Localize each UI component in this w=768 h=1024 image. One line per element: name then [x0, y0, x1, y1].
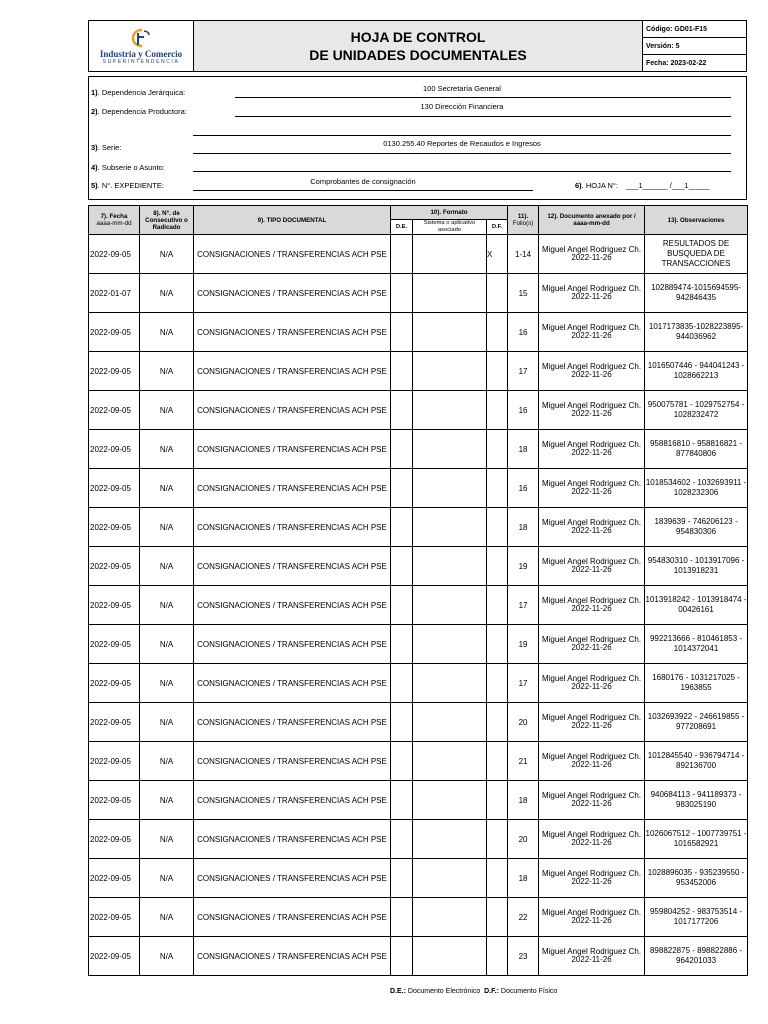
cell-anexado[interactable]: [539, 469, 645, 508]
cell-sistema[interactable]: [413, 664, 487, 703]
cell-df[interactable]: [487, 469, 508, 508]
form-header: [88, 20, 747, 72]
cell-folios[interactable]: 21: [508, 742, 539, 781]
cell-de[interactable]: [391, 625, 413, 664]
cell-df[interactable]: [487, 508, 508, 547]
cell-tipo[interactable]: CONSIGNACIONES / TRANSFERENCIAS ACH PSE: [194, 469, 391, 508]
cell-anexado[interactable]: [539, 820, 645, 859]
anexado-fecha: 2022-11-26: [571, 643, 612, 652]
table-row: [89, 547, 748, 586]
cell-tipo[interactable]: CONSIGNACIONES / TRANSFERENCIAS ACH PSE: [194, 508, 391, 547]
cell-consecutivo[interactable]: N/A: [140, 898, 194, 937]
cell-df[interactable]: [487, 781, 508, 820]
cell-df[interactable]: [487, 703, 508, 742]
cell-fecha[interactable]: 2022-09-05: [89, 352, 140, 391]
cell-fecha[interactable]: 2022-01-07: [89, 274, 140, 313]
cell-de[interactable]: [391, 742, 413, 781]
anexado-fecha: 2022-11-26: [571, 877, 612, 886]
cell-fecha[interactable]: 2022-09-05: [89, 547, 140, 586]
cell-fecha[interactable]: 2022-09-05: [89, 586, 140, 625]
table-row: [89, 391, 748, 430]
separator-line: [193, 135, 731, 136]
cell-de[interactable]: [391, 898, 413, 937]
cell-consecutivo[interactable]: N/A: [140, 547, 194, 586]
col-tipo-header: 9). TIPO DOCUMENTAL: [194, 206, 391, 235]
cell-de[interactable]: [391, 508, 413, 547]
cell-de[interactable]: [391, 703, 413, 742]
cell-folios[interactable]: 18: [508, 508, 539, 547]
dep-productora-line: [235, 116, 731, 117]
table-row: [89, 625, 748, 664]
cell-sistema[interactable]: [413, 781, 487, 820]
info-section: [88, 76, 747, 200]
dep-productora-value[interactable]: 130 Dirección Financiera: [420, 102, 504, 111]
cell-observaciones[interactable]: 1018534602 - 1032693911 - 1028232306: [645, 469, 748, 508]
brand-name: Industria y Comercio: [99, 48, 183, 59]
cell-folios[interactable]: 16: [508, 469, 539, 508]
table-row: [89, 859, 748, 898]
cell-consecutivo[interactable]: N/A: [140, 586, 194, 625]
cell-de[interactable]: [391, 664, 413, 703]
anexado-por: Miguel Angel Rodriguez Ch.: [541, 362, 642, 371]
table-row: [89, 508, 748, 547]
cell-sistema[interactable]: [413, 235, 487, 274]
cell-folios[interactable]: 22: [508, 898, 539, 937]
cell-de[interactable]: [391, 859, 413, 898]
anexado-por: Miguel Angel Rodriguez Ch.: [541, 323, 642, 332]
cell-observaciones[interactable]: 950075781 - 1029752754 - 1028232472: [645, 391, 748, 430]
cell-folios[interactable]: 20: [508, 820, 539, 859]
cell-fecha[interactable]: 2022-09-05: [89, 391, 140, 430]
col-formato-header: 10). Formato: [391, 206, 508, 220]
cell-observaciones[interactable]: 1839639 - 746206123 - 954830306: [645, 508, 748, 547]
documents-table: [88, 205, 748, 976]
cell-anexado[interactable]: [539, 703, 645, 742]
hoja-label: 6). HOJA N°:: [575, 181, 619, 190]
cell-sistema[interactable]: [413, 742, 487, 781]
anexado-por: Miguel Angel Rodriguez Ch.: [541, 245, 642, 254]
anexado-fecha: 2022-11-26: [571, 253, 612, 262]
cell-de[interactable]: [391, 235, 413, 274]
subserie-label: 4). Subserie o Asunto:: [91, 163, 165, 172]
cell-tipo[interactable]: CONSIGNACIONES / TRANSFERENCIAS ACH PSE: [194, 352, 391, 391]
cell-folios[interactable]: 15: [508, 274, 539, 313]
col-de-header: D.E.: [391, 220, 413, 235]
anexado-fecha: 2022-11-26: [571, 292, 612, 301]
expediente-value[interactable]: Comprobantes de consignación: [310, 177, 416, 186]
cell-observaciones[interactable]: 1012845540 - 936794714 - 892136700: [645, 742, 748, 781]
cell-df[interactable]: [487, 664, 508, 703]
cell-fecha[interactable]: 2022-09-05: [89, 625, 140, 664]
anexado-por: Miguel Angel Rodriguez Ch.: [541, 752, 642, 761]
cell-observaciones[interactable]: 958816810 - 958816821 - 877840806: [645, 430, 748, 469]
cell-anexado[interactable]: [539, 664, 645, 703]
table-row: [89, 352, 748, 391]
cell-folios[interactable]: 18: [508, 430, 539, 469]
cell-consecutivo[interactable]: N/A: [140, 313, 194, 352]
cell-de[interactable]: [391, 937, 413, 976]
table-row: [89, 235, 748, 274]
cell-sistema[interactable]: [413, 469, 487, 508]
cell-consecutivo[interactable]: N/A: [140, 352, 194, 391]
anexado-fecha: 2022-11-26: [571, 487, 612, 496]
cell-tipo[interactable]: CONSIGNACIONES / TRANSFERENCIAS ACH PSE: [194, 430, 391, 469]
anexado-por: Miguel Angel Rodriguez Ch.: [541, 401, 642, 410]
expediente-line: [193, 190, 533, 191]
table-row: [89, 703, 748, 742]
anexado-fecha: 2022-11-26: [571, 565, 612, 574]
cell-consecutivo[interactable]: N/A: [140, 664, 194, 703]
cell-sistema[interactable]: [413, 391, 487, 430]
cell-df[interactable]: [487, 859, 508, 898]
cell-folios[interactable]: 19: [508, 547, 539, 586]
cell-fecha[interactable]: 2022-09-05: [89, 508, 140, 547]
cell-df[interactable]: [487, 313, 508, 352]
cell-folios[interactable]: 1-14: [508, 235, 539, 274]
cell-consecutivo[interactable]: N/A: [140, 742, 194, 781]
form-meta: [643, 21, 746, 71]
cell-df[interactable]: [487, 937, 508, 976]
cell-sistema[interactable]: [413, 820, 487, 859]
cell-sistema[interactable]: [413, 586, 487, 625]
cell-anexado[interactable]: [539, 235, 645, 274]
cell-consecutivo[interactable]: N/A: [140, 235, 194, 274]
col-fecha-header: 7). Fecha aaaa-mm-dd: [89, 206, 140, 235]
cell-df[interactable]: [487, 742, 508, 781]
expediente-label: 5). N°. EXPEDIENTE:: [91, 181, 165, 190]
cell-tipo[interactable]: CONSIGNACIONES / TRANSFERENCIAS ACH PSE: [194, 898, 391, 937]
cell-sistema[interactable]: [413, 352, 487, 391]
cell-de[interactable]: [391, 274, 413, 313]
cell-folios[interactable]: 17: [508, 586, 539, 625]
cell-de[interactable]: [391, 469, 413, 508]
cell-df[interactable]: [487, 625, 508, 664]
cell-folios[interactable]: 16: [508, 313, 539, 352]
cell-tipo[interactable]: CONSIGNACIONES / TRANSFERENCIAS ACH PSE: [194, 820, 391, 859]
cell-de[interactable]: [391, 586, 413, 625]
anexado-por: Miguel Angel Rodriguez Ch.: [541, 284, 642, 293]
cell-de[interactable]: [391, 313, 413, 352]
cell-folios[interactable]: 18: [508, 781, 539, 820]
cell-fecha[interactable]: 2022-09-05: [89, 664, 140, 703]
anexado-fecha: 2022-11-26: [571, 370, 612, 379]
title-line-1: HOJA DE CONTROL: [350, 29, 486, 45]
cell-consecutivo[interactable]: N/A: [140, 625, 194, 664]
cell-observaciones[interactable]: 954830310 - 1013917096 - 1013918231: [645, 547, 748, 586]
cell-anexado[interactable]: [539, 391, 645, 430]
cell-sistema[interactable]: [413, 703, 487, 742]
cell-fecha[interactable]: 2022-09-05: [89, 313, 140, 352]
dep-jerarquica-line: [235, 97, 731, 98]
cell-sistema[interactable]: [413, 508, 487, 547]
table-row: [89, 937, 748, 976]
anexado-fecha: 2022-11-26: [571, 526, 612, 535]
dep-jerarquica-label: 1). Dependencia Jerárquica:: [91, 88, 186, 97]
cell-tipo[interactable]: CONSIGNACIONES / TRANSFERENCIAS ACH PSE: [194, 703, 391, 742]
cell-observaciones[interactable]: RESULTADOS DE BUSQUEDA DE TRANSACCIONES: [645, 235, 748, 274]
dep-productora-label: 2). Dependencia Productora:: [91, 107, 187, 116]
cell-de[interactable]: [391, 547, 413, 586]
table-row: [89, 742, 748, 781]
form-code: Código: GD01-F15: [643, 21, 746, 38]
cell-consecutivo[interactable]: N/A: [140, 508, 194, 547]
cell-df[interactable]: [487, 352, 508, 391]
cell-folios[interactable]: 20: [508, 703, 539, 742]
cell-anexado[interactable]: [539, 274, 645, 313]
cell-fecha[interactable]: 2022-09-05: [89, 859, 140, 898]
cell-de[interactable]: [391, 391, 413, 430]
cell-observaciones[interactable]: 1680176 - 1031217025 - 1963855: [645, 664, 748, 703]
anexado-por: Miguel Angel Rodriguez Ch.: [541, 440, 642, 449]
cell-sistema[interactable]: [413, 859, 487, 898]
cell-df[interactable]: [487, 391, 508, 430]
cell-tipo[interactable]: CONSIGNACIONES / TRANSFERENCIAS ACH PSE: [194, 391, 391, 430]
anexado-por: Miguel Angel Rodriguez Ch.: [541, 908, 642, 917]
cell-tipo[interactable]: CONSIGNACIONES / TRANSFERENCIAS ACH PSE: [194, 664, 391, 703]
anexado-por: Miguel Angel Rodriguez Ch.: [541, 479, 642, 488]
form-date: Fecha: 2023-02-22: [646, 59, 707, 67]
cell-fecha[interactable]: 2022-09-05: [89, 820, 140, 859]
brand-subtitle: SUPERINTENDENCIA: [102, 58, 180, 65]
cell-anexado[interactable]: [539, 508, 645, 547]
col-df-header: D.F.: [487, 220, 508, 235]
cell-folios[interactable]: 23: [508, 937, 539, 976]
cell-observaciones[interactable]: 1013918242 - 1013918474 - 00426161: [645, 586, 748, 625]
anexado-fecha: 2022-11-26: [571, 682, 612, 691]
cell-tipo[interactable]: CONSIGNACIONES / TRANSFERENCIAS ACH PSE: [194, 274, 391, 313]
cell-observaciones[interactable]: 992213666 - 810461853 - 1014372041: [645, 625, 748, 664]
cell-anexado[interactable]: [539, 937, 645, 976]
anexado-por: Miguel Angel Rodriguez Ch.: [541, 830, 642, 839]
col-observaciones-header: 13). Observaciones: [645, 206, 748, 235]
cell-df[interactable]: [487, 898, 508, 937]
cell-df[interactable]: [487, 274, 508, 313]
cell-anexado[interactable]: [539, 313, 645, 352]
cell-consecutivo[interactable]: N/A: [140, 781, 194, 820]
table-row: [89, 781, 748, 820]
anexado-por: Miguel Angel Rodriguez Ch.: [541, 557, 642, 566]
anexado-por: Miguel Angel Rodriguez Ch.: [541, 635, 642, 644]
anexado-por: Miguel Angel Rodriguez Ch.: [541, 596, 642, 605]
cell-fecha[interactable]: 2022-09-05: [89, 742, 140, 781]
cell-anexado[interactable]: [539, 625, 645, 664]
cell-observaciones[interactable]: 1016507446 - 944041243 - 1028662213: [645, 352, 748, 391]
cell-observaciones[interactable]: 1028896035 - 935239550 - 953452006: [645, 859, 748, 898]
cell-fecha[interactable]: 2022-09-05: [89, 469, 140, 508]
hoja-value[interactable]: ___1______ /___1_____: [626, 181, 710, 190]
cell-anexado[interactable]: [539, 547, 645, 586]
cell-observaciones[interactable]: 1026067512 - 1007739751 - 1016582921: [645, 820, 748, 859]
cell-de[interactable]: [391, 430, 413, 469]
anexado-por: Miguel Angel Rodriguez Ch.: [541, 713, 642, 722]
cell-consecutivo[interactable]: N/A: [140, 430, 194, 469]
cell-tipo[interactable]: CONSIGNACIONES / TRANSFERENCIAS ACH PSE: [194, 586, 391, 625]
table-row: [89, 430, 748, 469]
anexado-fecha: 2022-11-26: [571, 604, 612, 613]
cell-de[interactable]: [391, 781, 413, 820]
cell-observaciones[interactable]: 1017173835-1028223895-944036962: [645, 313, 748, 352]
col-sistema-header: Sistema o aplicativo asociado: [413, 220, 487, 235]
cell-sistema[interactable]: [413, 625, 487, 664]
cell-sistema[interactable]: [413, 937, 487, 976]
col-folios-header: 11). Folio(s): [508, 206, 539, 235]
serie-value[interactable]: 0130.255.40 Reportes de Recaudos e Ingresos: [383, 139, 541, 148]
cell-sistema[interactable]: [413, 430, 487, 469]
cell-tipo[interactable]: CONSIGNACIONES / TRANSFERENCIAS ACH PSE: [194, 742, 391, 781]
anexado-fecha: 2022-11-26: [571, 916, 612, 925]
cell-folios[interactable]: 17: [508, 664, 539, 703]
cell-tipo[interactable]: CONSIGNACIONES / TRANSFERENCIAS ACH PSE: [194, 547, 391, 586]
cell-de[interactable]: [391, 352, 413, 391]
cell-consecutivo[interactable]: N/A: [140, 859, 194, 898]
cell-df[interactable]: [487, 430, 508, 469]
cell-folios[interactable]: 19: [508, 625, 539, 664]
cell-observaciones[interactable]: 940684113 - 941189373 - 983025190: [645, 781, 748, 820]
cell-anexado[interactable]: [539, 859, 645, 898]
cell-observaciones[interactable]: 1032693922 - 246619855 - 977208691: [645, 703, 748, 742]
anexado-por: Miguel Angel Rodriguez Ch.: [541, 791, 642, 800]
table-row: [89, 898, 748, 937]
cell-consecutivo[interactable]: N/A: [140, 703, 194, 742]
cell-fecha[interactable]: 2022-09-05: [89, 898, 140, 937]
serie-line: [193, 153, 731, 154]
table-row: [89, 313, 748, 352]
cell-fecha[interactable]: 2022-09-05: [89, 430, 140, 469]
anexado-fecha: 2022-11-26: [571, 760, 612, 769]
anexado-por: Miguel Angel Rodriguez Ch.: [541, 947, 642, 956]
anexado-fecha: 2022-11-26: [571, 331, 612, 340]
cell-folios[interactable]: 17: [508, 352, 539, 391]
cell-tipo[interactable]: CONSIGNACIONES / TRANSFERENCIAS ACH PSE: [194, 859, 391, 898]
cell-consecutivo[interactable]: N/A: [140, 937, 194, 976]
cell-sistema[interactable]: [413, 313, 487, 352]
cell-fecha[interactable]: 2022-09-05: [89, 781, 140, 820]
cell-df[interactable]: [487, 547, 508, 586]
cell-folios[interactable]: 18: [508, 859, 539, 898]
cell-anexado[interactable]: [539, 586, 645, 625]
title-line-2: DE UNIDADES DOCUMENTALES: [309, 47, 527, 63]
cell-observaciones[interactable]: 898822875 - 898822886 - 964201033: [645, 937, 748, 976]
anexado-fecha: 2022-11-26: [571, 799, 612, 808]
cell-consecutivo[interactable]: N/A: [140, 274, 194, 313]
cell-folios[interactable]: 16: [508, 391, 539, 430]
anexado-por: Miguel Angel Rodriguez Ch.: [541, 869, 642, 878]
anexado-fecha: 2022-11-26: [571, 955, 612, 964]
cell-observaciones[interactable]: 102889474-1015694595-942846435: [645, 274, 748, 313]
anexado-por: Miguel Angel Rodriguez Ch.: [541, 674, 642, 683]
anexado-fecha: 2022-11-26: [571, 721, 612, 730]
cell-anexado[interactable]: [539, 781, 645, 820]
cell-anexado[interactable]: [539, 898, 645, 937]
cell-tipo[interactable]: CONSIGNACIONES / TRANSFERENCIAS ACH PSE: [194, 937, 391, 976]
cell-fecha[interactable]: 2022-09-05: [89, 235, 140, 274]
cell-df[interactable]: X: [487, 235, 508, 274]
cell-sistema[interactable]: [413, 547, 487, 586]
anexado-por: Miguel Angel Rodriguez Ch.: [541, 518, 642, 527]
cell-df[interactable]: [487, 586, 508, 625]
legend: D.E.: Documento Electrónico D.F.: Documento Físico: [390, 988, 558, 995]
cell-sistema[interactable]: [413, 898, 487, 937]
sic-logo-icon: [128, 28, 154, 48]
table-row: [89, 664, 748, 703]
cell-tipo[interactable]: CONSIGNACIONES / TRANSFERENCIAS ACH PSE: [194, 781, 391, 820]
cell-sistema[interactable]: [413, 274, 487, 313]
table-row: [89, 820, 748, 859]
form-title: [194, 21, 643, 71]
cell-de[interactable]: [391, 820, 413, 859]
cell-df[interactable]: [487, 820, 508, 859]
anexado-fecha: 2022-11-26: [571, 838, 612, 847]
table-row: [89, 469, 748, 508]
cell-tipo[interactable]: CONSIGNACIONES / TRANSFERENCIAS ACH PSE: [194, 235, 391, 274]
cell-anexado[interactable]: [539, 352, 645, 391]
subserie-line: [193, 171, 731, 172]
anexado-fecha: 2022-11-26: [571, 448, 612, 457]
col-consecutivo-header: 8). N°. de Consecutivo o Radicado: [140, 206, 194, 235]
serie-label: 3). Serie:: [91, 143, 122, 152]
cell-consecutivo[interactable]: N/A: [140, 469, 194, 508]
logo: [89, 21, 194, 71]
cell-fecha[interactable]: 2022-09-05: [89, 703, 140, 742]
dep-jerarquica-value[interactable]: 100 Secretaría General: [423, 84, 501, 93]
cell-tipo[interactable]: CONSIGNACIONES / TRANSFERENCIAS ACH PSE: [194, 625, 391, 664]
table-row: [89, 586, 748, 625]
cell-observaciones[interactable]: 959804252 - 983753514 - 1017177206: [645, 898, 748, 937]
cell-fecha[interactable]: 2022-09-05: [89, 937, 140, 976]
cell-anexado[interactable]: [539, 430, 645, 469]
cell-tipo[interactable]: CONSIGNACIONES / TRANSFERENCIAS ACH PSE: [194, 313, 391, 352]
anexado-fecha: 2022-11-26: [571, 409, 612, 418]
form-version: Versión: 5: [643, 38, 746, 55]
cell-anexado[interactable]: [539, 742, 645, 781]
table-row: [89, 274, 748, 313]
col-anexado-header: 12). Documento anexado por / aaaa-mm-dd: [539, 206, 645, 235]
cell-consecutivo[interactable]: N/A: [140, 820, 194, 859]
cell-consecutivo[interactable]: N/A: [140, 391, 194, 430]
